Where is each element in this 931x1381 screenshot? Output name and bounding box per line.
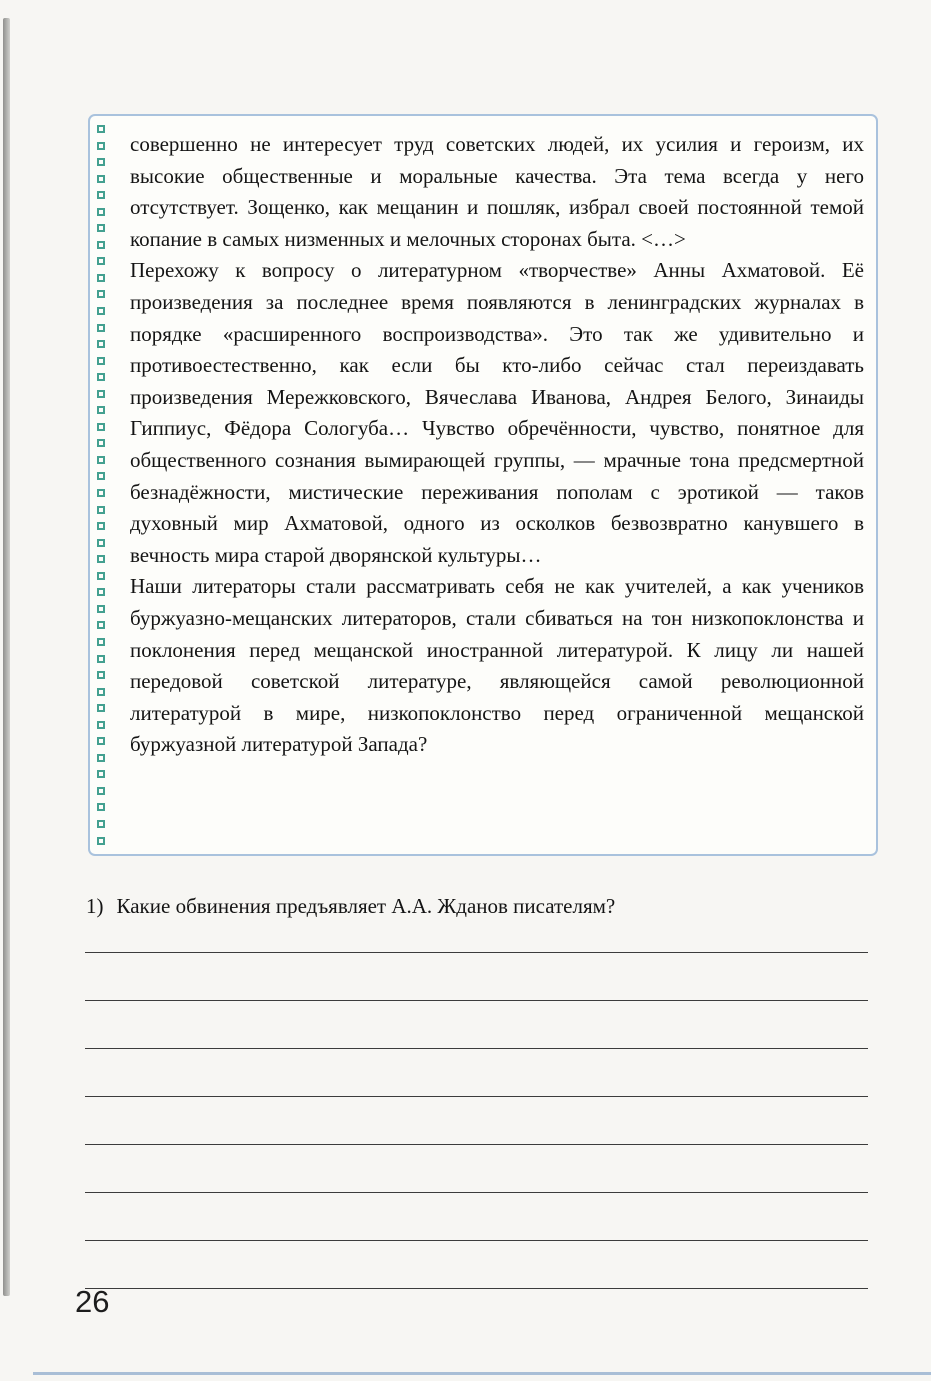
decorative-square-icon	[97, 324, 105, 332]
decorative-square-icon	[97, 555, 105, 563]
decorative-square-icon	[97, 489, 105, 497]
decorative-square-icon	[97, 472, 105, 480]
question-text: Какие обвинения предъявляет А.А. Жданов писателям?	[116, 894, 616, 918]
decorative-square-icon	[97, 572, 105, 580]
decorative-square-icon	[97, 737, 105, 745]
answer-line	[85, 953, 868, 1001]
decorative-square-icon	[97, 241, 105, 249]
answer-lines-area	[85, 905, 868, 1289]
decorative-square-icon	[97, 125, 105, 133]
decorative-square-icon	[97, 307, 105, 315]
decorative-square-icon	[97, 290, 105, 298]
decorative-square-icon	[97, 655, 105, 663]
excerpt-paragraph: совершенно не интересует труд советских людей, их усилия и героизм, их высокие общественные и моральные качества. Эта тема всегда у него отсутствует. Зощенко, как мещанин и пошляк, избрал своей постоянной темой копание в самых низменных и мелочных сторонах быта. <…>	[130, 132, 864, 251]
decorative-square-icon	[97, 257, 105, 265]
decorative-square-icon	[97, 803, 105, 811]
excerpt-text	[130, 129, 864, 761]
decorative-square-icon	[97, 423, 105, 431]
answer-line	[85, 1241, 868, 1289]
decorative-square-icon	[97, 671, 105, 679]
answer-line	[85, 905, 868, 953]
answer-line	[85, 1193, 868, 1241]
decorative-square-icon	[97, 588, 105, 596]
answer-line	[85, 1145, 868, 1193]
excerpt-paragraph: Наши литераторы стали рассматривать себя не как учителей, а как учеников буржуазно-мещанских литераторов, стали сбиваться на тон низкопоклонства и поклонения перед мещанской иностранной литературой. К лицу ли нашей передовой советской литературе, являющейся самой революционной литературой в мире, низкопоклонство перед ограниченной мещанской буржуазной литературой Запада?	[130, 574, 864, 757]
decorative-square-icon	[97, 820, 105, 828]
decorative-square-icon	[97, 439, 105, 447]
decorative-square-icon	[97, 638, 105, 646]
decorative-square-icon	[97, 506, 105, 514]
decorative-square-icon	[97, 837, 105, 845]
decorative-square-icon	[97, 390, 105, 398]
page-bottom-edge-line	[33, 1372, 931, 1375]
decorative-square-icon	[97, 721, 105, 729]
decorative-squares-border	[97, 125, 109, 845]
decorative-square-icon	[97, 224, 105, 232]
decorative-square-icon	[97, 754, 105, 762]
answer-line	[85, 1001, 868, 1049]
answer-line	[85, 1049, 868, 1097]
decorative-square-icon	[97, 704, 105, 712]
decorative-square-icon	[97, 357, 105, 365]
decorative-square-icon	[97, 770, 105, 778]
decorative-square-icon	[97, 175, 105, 183]
decorative-square-icon	[97, 340, 105, 348]
answer-line	[85, 1097, 868, 1145]
decorative-square-icon	[97, 605, 105, 613]
question-number: 1)	[86, 894, 104, 918]
decorative-square-icon	[97, 688, 105, 696]
decorative-square-icon	[97, 539, 105, 547]
decorative-square-icon	[97, 142, 105, 150]
scan-edge-shadow	[3, 18, 10, 1296]
excerpt-box	[88, 114, 878, 856]
decorative-square-icon	[97, 621, 105, 629]
decorative-square-icon	[97, 158, 105, 166]
decorative-square-icon	[97, 373, 105, 381]
decorative-square-icon	[97, 456, 105, 464]
decorative-square-icon	[97, 406, 105, 414]
decorative-square-icon	[97, 208, 105, 216]
page-number: 26	[75, 1284, 110, 1319]
decorative-square-icon	[97, 274, 105, 282]
excerpt-paragraph: Перехожу к вопросу о литературном «творчестве» Анны Ахматовой. Её произведения за последнее время появляются в ленинградских журналах в порядке «расширенного воспроизводства». Это так же удивительно и противоестественно, как если бы кто-либо сейчас стал переиздавать произведения Мережковского, Вячеслава Иванова, Андрея Белого, Зинаиды Гиппиус, Фёдора Сологуба… Чувство обречённости, чувство, понятное для общественного сознания вымирающей группы, — мрачные тона предсмертной безнадёжности, мистические переживания пополам с эротикой — таков духовный мир Ахматовой, одного из осколков безвозвратно канувшего в вечность мира старой дворянской культуры…	[130, 258, 864, 567]
decorative-square-icon	[97, 522, 105, 530]
decorative-square-icon	[97, 191, 105, 199]
decorative-square-icon	[97, 787, 105, 795]
